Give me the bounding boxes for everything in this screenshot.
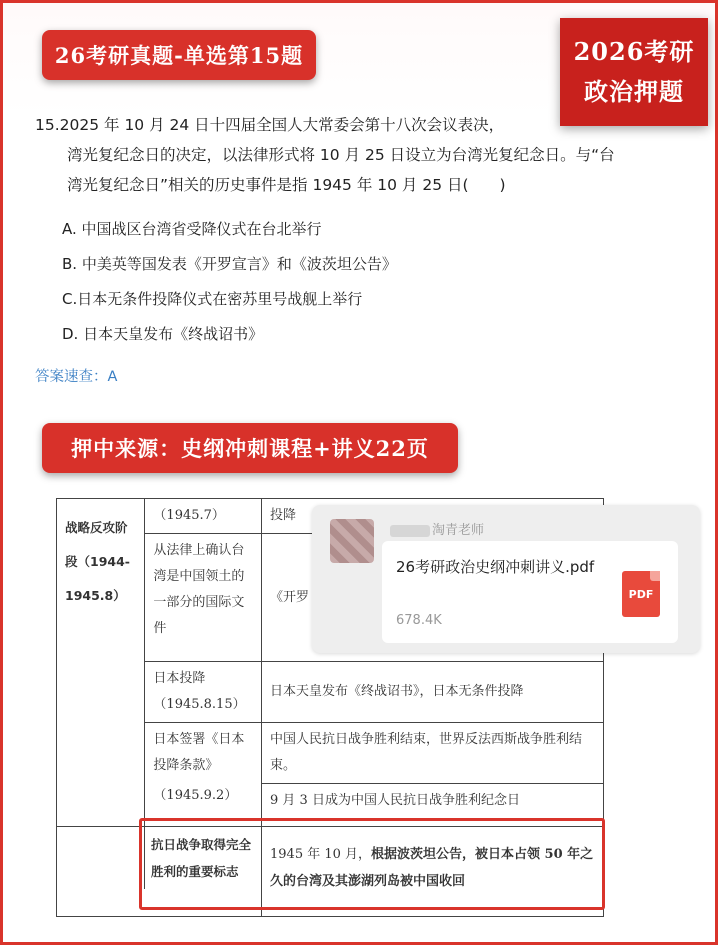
chat-message	[312, 505, 700, 653]
source-ribbon: 押中来源：史纲冲刺课程+讲义22页	[42, 423, 458, 473]
file-size: 678.4K	[396, 613, 442, 628]
option-d: D. 日本天皇发布《终战诏书》	[62, 325, 264, 343]
cell-text: 抗日战争取得完全胜利的重要标志	[151, 837, 252, 879]
option-a: A. 中国战区台湾省受降仪式在台北举行	[62, 220, 322, 238]
question-stem	[35, 110, 705, 200]
table-cell	[145, 723, 262, 827]
cell-text-bold: 根据波茨坦公告，被日本占领 50 年之久的台湾及其澎湖列岛被中国收回	[270, 847, 594, 889]
cell-text: 9 月 3 日成为中国人民抗日战争胜利纪念日	[270, 793, 520, 808]
file-attachment[interactable]	[382, 541, 678, 643]
question-line-2: 湾光复纪念日的决定，以法律形式将 10 月 25 日设立为台湾光复纪念日。与“台	[67, 146, 615, 164]
cell-text: 《开罗	[270, 589, 310, 605]
table-cell: 投降	[262, 499, 604, 534]
question-title-ribbon: 26考研真题-单选第15题	[42, 30, 316, 80]
cell-text: 1945 年 10 月，	[270, 847, 372, 862]
sender-label: 淘青老师	[432, 523, 485, 538]
cell-text: 中国人民抗日战争胜利结束，世界反法西斯战争胜利结束。	[262, 723, 603, 784]
table-cell	[262, 662, 604, 723]
table-cell: （1945.7）	[145, 499, 262, 534]
cell-text: 日本签署《日本投降条款》	[153, 732, 245, 773]
stage-label: 战略反攻阶段（1944-1945.8）	[65, 520, 130, 603]
avatar[interactable]	[330, 519, 374, 563]
cell-text: （1945.9.2）	[153, 788, 238, 803]
options-list	[62, 215, 662, 355]
question-line-1: 15.2025 年 10 月 24 日十四届全国人大常委会第十八次会议表决，	[35, 116, 505, 134]
highlight-box	[139, 818, 605, 910]
stage-cell	[57, 499, 145, 827]
answer-key: 答案速查：A	[35, 369, 118, 385]
blurred-name	[390, 525, 430, 537]
badge-line-1: 2026考研	[573, 37, 695, 66]
cell-text: （1945.8.15）	[153, 697, 246, 712]
pdf-icon-label: PDF	[628, 587, 654, 601]
file-name: 26考研政治史纲冲刺讲义.pdf	[396, 558, 595, 576]
pdf-file-icon	[622, 571, 660, 617]
option-c: C.日本无条件投降仪式在密苏里号战舰上举行	[62, 290, 363, 308]
table-cell	[262, 723, 604, 827]
option-b: B. 中美英等国发表《开罗宣言》和《波茨坦公告》	[62, 255, 397, 273]
table-cell: 从法律上确认台湾是中国领土的一部分的国际文件	[145, 534, 262, 662]
question-line-3: 湾光复纪念日”相关的历史事件是指 1945 年 10 月 25 日( )	[67, 176, 506, 194]
badge-line-2: 政治押题	[584, 77, 684, 106]
cell-text	[57, 827, 145, 889]
sender-name	[390, 519, 484, 538]
cell-text: 日本天皇发布《终战诏书》，日本无条件投降	[270, 684, 524, 699]
cell-text: 日本投降	[153, 671, 206, 686]
table-cell	[145, 662, 262, 723]
